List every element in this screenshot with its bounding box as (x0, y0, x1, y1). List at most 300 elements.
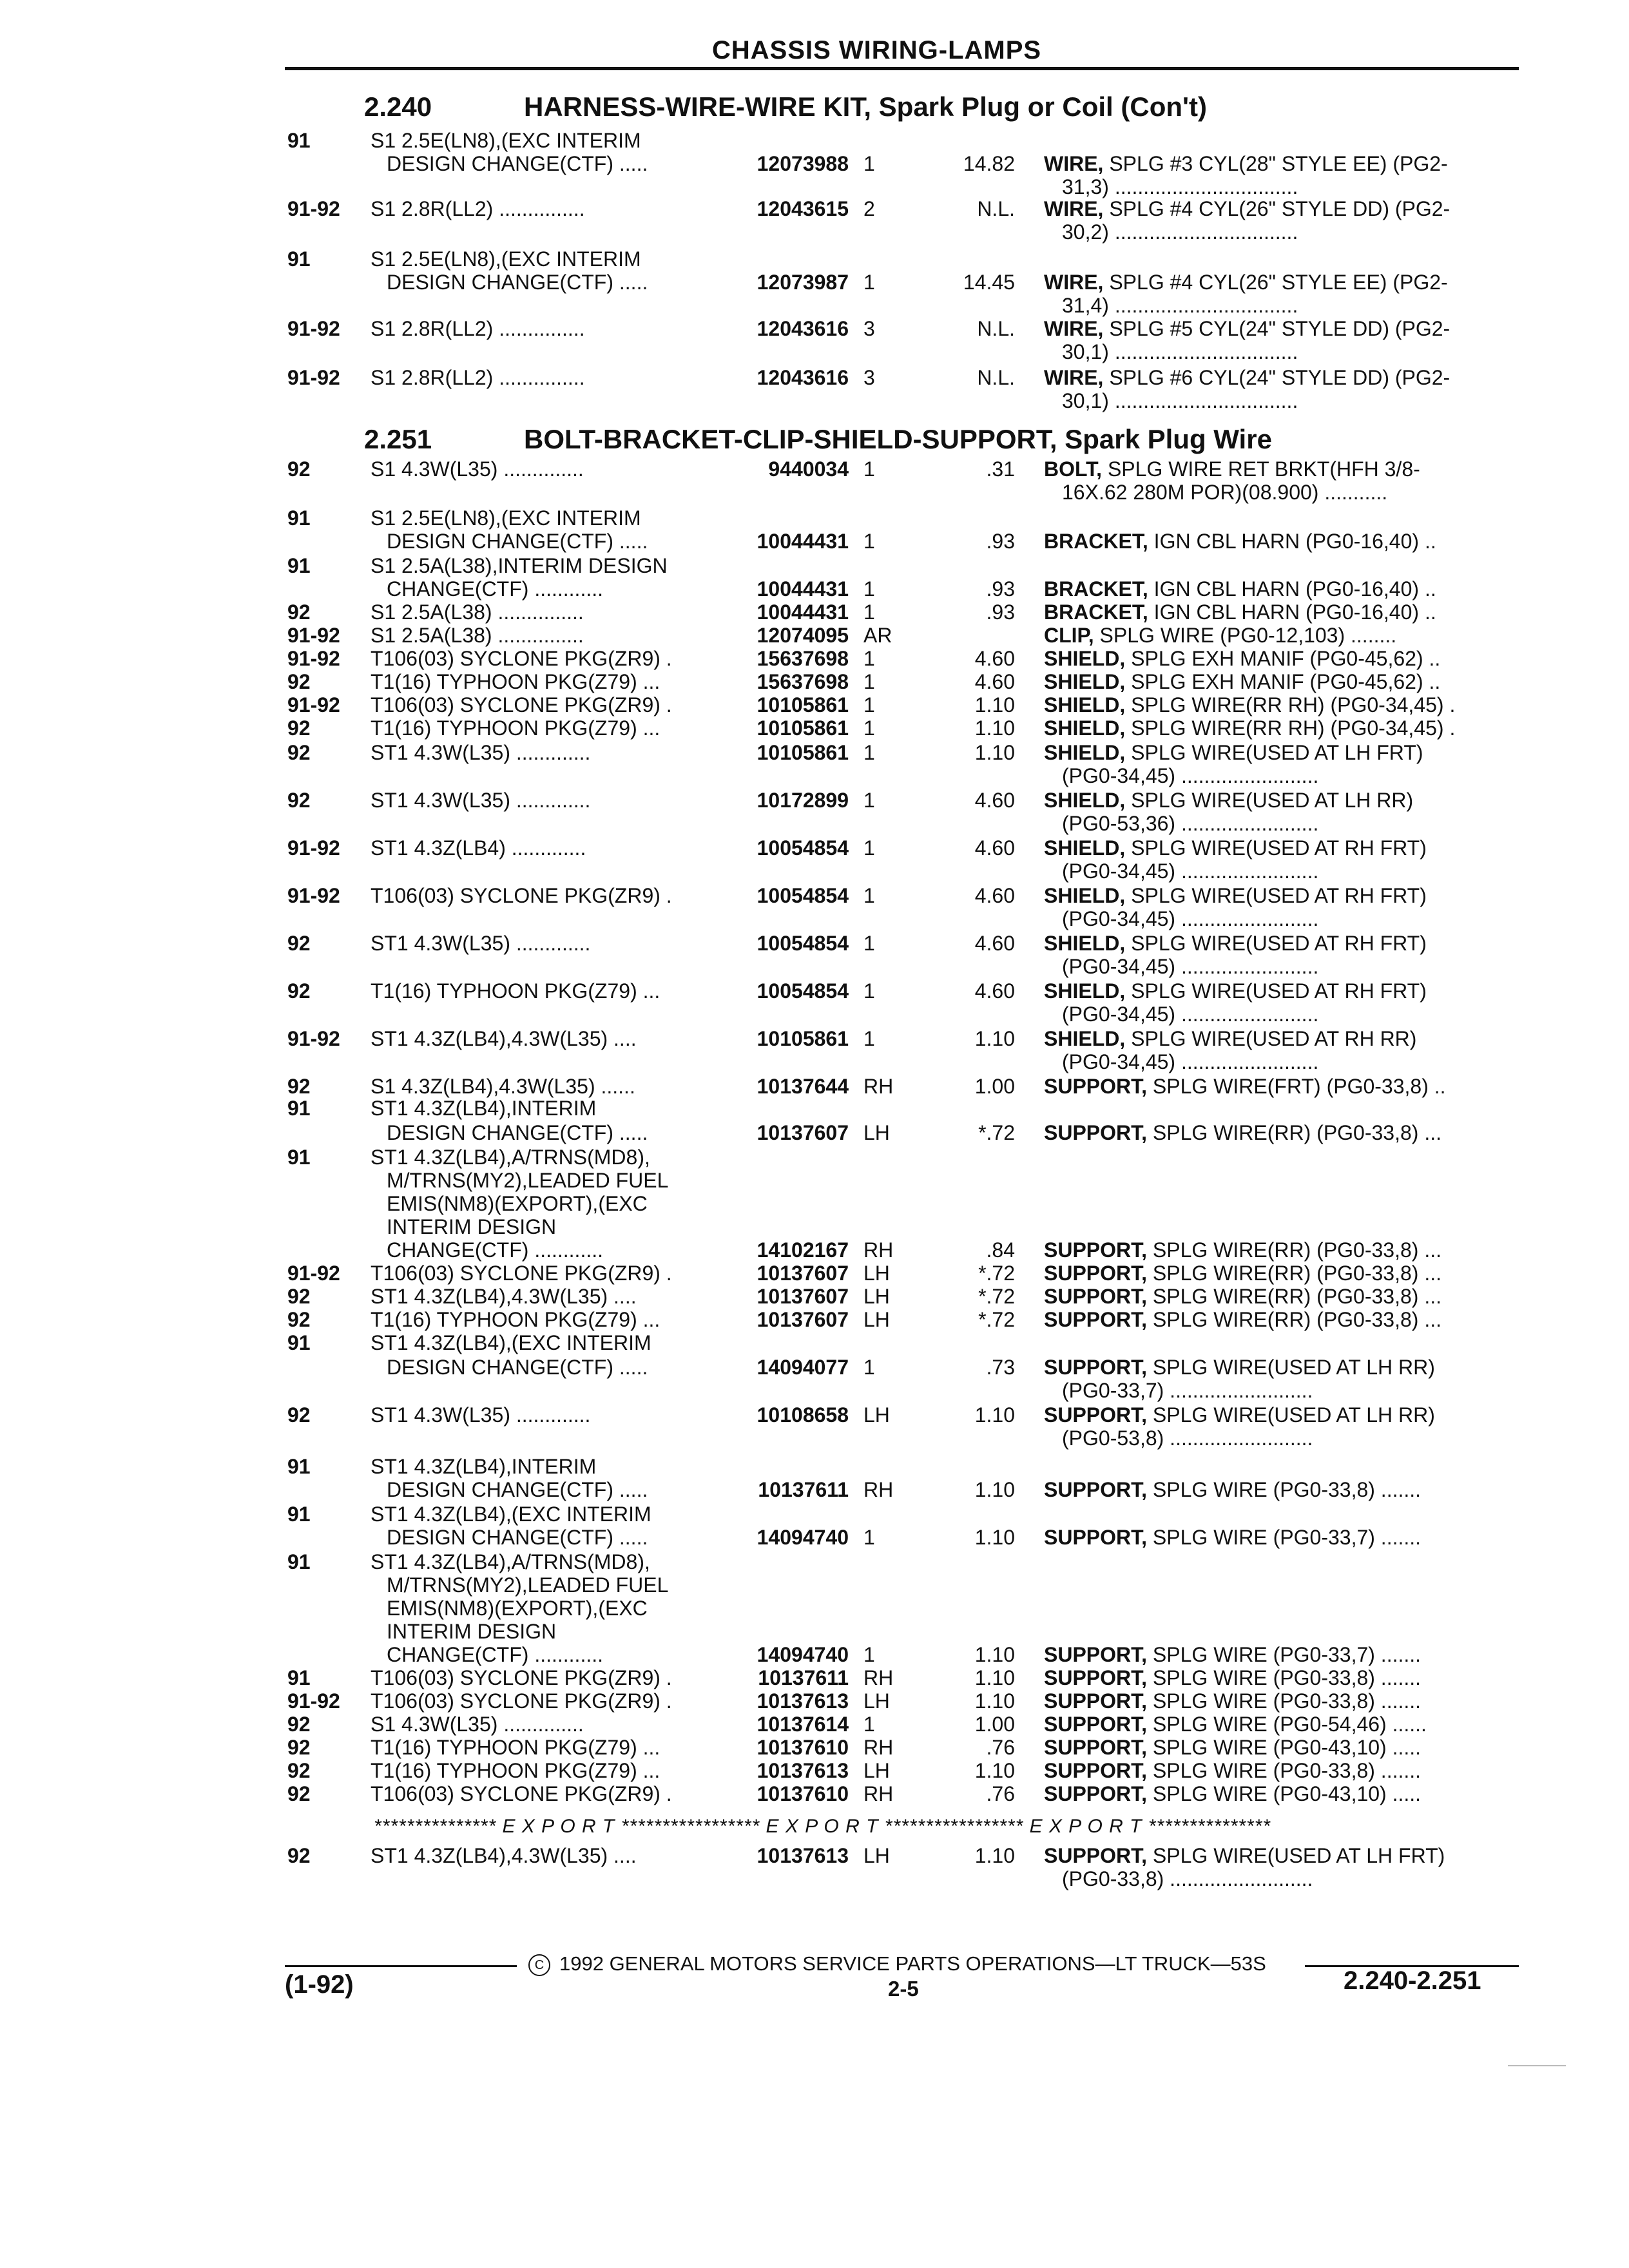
price-cell: *.72 (978, 1285, 1015, 1308)
part-number-cell: 10105861 (757, 1027, 849, 1050)
part-number-cell: 10137610 (757, 1736, 849, 1759)
description-cell (1062, 955, 1518, 979)
description-cell (1044, 1285, 1518, 1309)
description-text: SPLG WIRE(USED AT RH FRT) (1125, 932, 1427, 955)
part-number-cell: 10137607 (757, 1121, 849, 1144)
description-keyword: SUPPORT, (1044, 1782, 1148, 1805)
description-cell (1062, 481, 1518, 505)
model-cell: ST1 4.3Z(LB4),INTERIM (371, 1455, 597, 1478)
price-cell: 1.10 (974, 741, 1015, 764)
description-text: 30,2) ................................ (1062, 220, 1298, 244)
table-row (0, 152, 1629, 176)
table-row (0, 1027, 1629, 1051)
price-cell: 4.60 (974, 670, 1015, 693)
table-row (0, 955, 1629, 979)
table-row (0, 1427, 1629, 1450)
model-cell: DESIGN CHANGE(CTF) ..... (387, 1121, 648, 1144)
description-cell (1044, 1121, 1518, 1145)
year-cell: 92 (287, 1285, 311, 1308)
price-cell: *.72 (978, 1308, 1015, 1331)
description-cell (1044, 647, 1518, 671)
price-cell: .93 (986, 577, 1015, 601)
model-cell: DESIGN CHANGE(CTF) ..... (387, 530, 648, 553)
price-cell: 4.60 (974, 979, 1015, 1003)
quantity-cell: 1 (863, 741, 875, 764)
table-row (0, 1146, 1629, 1169)
description-text: SPLG WIRE (PG0-43,10) ..... (1147, 1782, 1422, 1805)
model-cell: DESIGN CHANGE(CTF) ..... (387, 1526, 648, 1549)
description-text: SPLG #4 CYL(26" STYLE EE) (PG2- (1103, 271, 1448, 294)
description-text: SPLG WIRE(RR) (PG0-33,8) ... (1147, 1262, 1441, 1285)
part-number-cell: 10044431 (757, 577, 849, 601)
table-row (0, 1262, 1629, 1285)
quantity-cell: 1 (863, 1356, 875, 1379)
table-row (0, 693, 1629, 717)
part-number-cell: 15637698 (757, 647, 849, 670)
table-row (0, 647, 1629, 671)
description-keyword: WIRE, (1044, 197, 1104, 220)
table-row (0, 220, 1629, 244)
quantity-cell: 3 (863, 366, 875, 389)
table-row (0, 812, 1629, 836)
description-keyword: SUPPORT, (1044, 1075, 1148, 1098)
year-cell: 92 (287, 457, 311, 481)
part-number-cell: 10137611 (758, 1666, 849, 1689)
table-row (0, 1215, 1629, 1239)
year-cell: 91 (287, 247, 311, 271)
part-number-cell: 9440034 (768, 457, 849, 481)
description-text: SPLG WIRE (PG0-33,8) ....... (1147, 1759, 1422, 1782)
model-cell: S1 2.5E(LN8),(EXC INTERIM (371, 247, 641, 271)
model-cell: INTERIM DESIGN (387, 1620, 557, 1643)
year-cell: 91-92 (287, 693, 340, 716)
section-number: 2.251 (364, 424, 432, 454)
description-keyword: SUPPORT, (1044, 1262, 1148, 1285)
table-row (0, 247, 1629, 271)
description-keyword: SHIELD, (1044, 741, 1126, 764)
quantity-cell: 1 (863, 693, 875, 716)
quantity-cell: 1 (863, 530, 875, 553)
year-cell: 91 (287, 129, 311, 152)
model-cell: INTERIM DESIGN (387, 1215, 557, 1238)
price-cell: N.L. (977, 366, 1015, 389)
model-cell: S1 2.5A(L38) ............... (371, 601, 584, 624)
description-cell (1044, 624, 1518, 648)
description-cell (1044, 836, 1518, 860)
description-cell (1044, 1844, 1518, 1868)
table-row (0, 1503, 1629, 1526)
description-cell (1044, 1356, 1518, 1379)
export-banner: *************** E X P O R T ***************** E X P O R T ***************** E X P O R T *************** (374, 1816, 1271, 1837)
description-keyword: SHIELD, (1044, 1027, 1126, 1050)
quantity-cell: RH (863, 1782, 894, 1805)
description-text: SPLG EXH MANIF (PG0-45,62) .. (1125, 670, 1441, 693)
year-cell: 91-92 (287, 1262, 340, 1285)
description-cell (1044, 716, 1518, 740)
price-cell: .84 (986, 1238, 1015, 1262)
part-number-cell: 12073988 (757, 152, 849, 175)
table-row (0, 366, 1629, 390)
description-keyword: SHIELD, (1044, 979, 1126, 1003)
page-number: 2-5 (888, 1977, 919, 2001)
description-text: SPLG #4 CYL(26" STYLE DD) (PG2- (1103, 197, 1451, 220)
table-row (0, 716, 1629, 740)
part-number-cell: 10137607 (757, 1285, 849, 1308)
table-row (0, 1573, 1629, 1597)
quantity-cell: 1 (863, 1643, 875, 1666)
description-cell (1062, 1003, 1518, 1026)
description-text: SPLG WIRE(RR) (PG0-33,8) ... (1147, 1238, 1441, 1262)
description-keyword: CLIP, (1044, 624, 1094, 647)
year-cell: 92 (287, 716, 311, 740)
description-keyword: WIRE, (1044, 271, 1104, 294)
year-cell: 92 (287, 932, 311, 955)
model-cell: ST1 4.3Z(LB4),(EXC INTERIM (371, 1503, 651, 1526)
price-cell: 1.10 (974, 1027, 1015, 1050)
description-cell (1062, 1050, 1518, 1074)
description-text: IGN CBL HARN (PG0-16,40) .. (1148, 601, 1436, 624)
price-cell: 14.45 (963, 271, 1015, 294)
quantity-cell: 1 (863, 979, 875, 1003)
year-cell: 92 (287, 1308, 311, 1331)
model-cell: S1 2.5E(LN8),(EXC INTERIM (371, 129, 641, 152)
description-keyword: BOLT, (1044, 457, 1103, 481)
description-cell (1044, 789, 1518, 812)
model-cell: T106(03) SYCLONE PKG(ZR9) . (371, 1689, 672, 1713)
description-cell (1044, 1526, 1518, 1550)
description-cell (1062, 907, 1518, 931)
table-row (0, 1097, 1629, 1120)
part-number-cell: 12073987 (757, 271, 849, 294)
quantity-cell: 1 (863, 152, 875, 175)
part-number-cell: 10137613 (757, 1689, 849, 1713)
price-cell: 1.10 (974, 1643, 1015, 1666)
description-text: SPLG WIRE (PG0-33,8) ....... (1147, 1478, 1422, 1501)
table-row (0, 457, 1629, 481)
price-cell: 4.60 (974, 836, 1015, 860)
description-cell (1044, 530, 1518, 553)
year-cell: 91-92 (287, 197, 340, 220)
description-text: (PG0-33,8) ......................... (1062, 1867, 1313, 1890)
table-row (0, 1620, 1629, 1644)
year-cell: 91-92 (287, 836, 340, 860)
year-cell: 91-92 (287, 624, 340, 647)
model-cell: ST1 4.3Z(LB4) ............. (371, 836, 586, 860)
price-cell: 1.10 (974, 1666, 1015, 1689)
quantity-cell: RH (863, 1736, 894, 1759)
description-cell (1044, 979, 1518, 1003)
model-cell: S1 2.8R(LL2) ............... (371, 317, 585, 340)
model-cell: ST1 4.3Z(LB4),INTERIM (371, 1097, 597, 1120)
description-text: SPLG EXH MANIF (PG0-45,62) .. (1125, 647, 1441, 670)
table-row (0, 197, 1629, 221)
description-cell (1044, 271, 1518, 294)
description-text: (PG0-34,45) ........................ (1062, 907, 1319, 930)
description-cell (1062, 1379, 1518, 1403)
year-cell: 92 (287, 1736, 311, 1759)
table-row (0, 1075, 1629, 1099)
quantity-cell: LH (863, 1844, 890, 1867)
price-cell: .73 (986, 1356, 1015, 1379)
description-keyword: SUPPORT, (1044, 1689, 1148, 1713)
description-keyword: SHIELD, (1044, 836, 1126, 860)
quantity-cell: LH (863, 1759, 890, 1782)
table-row (0, 271, 1629, 294)
table-row (0, 1713, 1629, 1736)
table-row (0, 764, 1629, 788)
price-cell: 4.60 (974, 647, 1015, 670)
footer-text: 1992 GENERAL MOTORS SERVICE PARTS OPERATIONS—LT TRUCK—53S (559, 1952, 1266, 1975)
description-keyword: BRACKET, (1044, 530, 1148, 553)
description-keyword: SUPPORT, (1044, 1356, 1148, 1379)
model-cell: T106(03) SYCLONE PKG(ZR9) . (371, 647, 672, 670)
price-cell: .93 (986, 601, 1015, 624)
description-text: (PG0-53,36) ........................ (1062, 812, 1319, 835)
description-text: SPLG WIRE(RR RH) (PG0-34,45) . (1125, 693, 1456, 716)
description-cell (1062, 860, 1518, 883)
table-row (0, 481, 1629, 505)
model-cell: T1(16) TYPHOON PKG(Z79) ... (371, 716, 660, 740)
table-row (0, 1308, 1629, 1332)
table-row (0, 577, 1629, 601)
table-row (0, 1526, 1629, 1550)
description-cell (1062, 812, 1518, 836)
description-text: SPLG WIRE(USED AT RH FRT) (1125, 979, 1427, 1003)
price-cell: 14.82 (963, 152, 1015, 175)
model-cell: CHANGE(CTF) ............ (387, 1238, 603, 1262)
year-cell: 91 (287, 554, 311, 577)
description-text: SPLG WIRE (PG0-33,7) ....... (1147, 1643, 1422, 1666)
table-row (0, 1550, 1629, 1574)
description-text: (PG0-34,45) ........................ (1062, 1003, 1319, 1026)
year-cell: 92 (287, 1782, 311, 1805)
description-cell (1044, 693, 1518, 717)
year-cell: 92 (287, 741, 311, 764)
part-number-cell: 10137613 (757, 1844, 849, 1867)
description-text: SPLG WIRE (PG0-12,103) ........ (1094, 624, 1397, 647)
model-cell: T1(16) TYPHOON PKG(Z79) ... (371, 670, 660, 693)
description-keyword: SHIELD, (1044, 693, 1126, 716)
price-cell: .76 (986, 1782, 1015, 1805)
table-row (0, 1238, 1629, 1262)
model-cell: M/TRNS(MY2),LEADED FUEL (387, 1573, 669, 1597)
part-number-cell: 14094740 (757, 1643, 849, 1666)
part-number-cell: 10172899 (757, 789, 849, 812)
model-cell: EMIS(NM8)(EXPORT),(EXC (387, 1192, 648, 1215)
model-cell: ST1 4.3Z(LB4),4.3W(L35) .... (371, 1844, 637, 1867)
model-cell: S1 2.5A(L38),INTERIM DESIGN (371, 554, 668, 577)
model-cell: ST1 4.3W(L35) ............. (371, 1403, 591, 1427)
description-cell (1044, 884, 1518, 908)
model-cell: S1 2.8R(LL2) ............... (371, 366, 585, 389)
description-keyword: SUPPORT, (1044, 1844, 1148, 1867)
table-row (0, 624, 1629, 648)
table-row (0, 741, 1629, 765)
model-cell: T106(03) SYCLONE PKG(ZR9) . (371, 1262, 672, 1285)
description-text: SPLG WIRE(USED AT LH RR) (1147, 1403, 1435, 1427)
description-keyword: SUPPORT, (1044, 1308, 1148, 1331)
description-cell (1062, 1427, 1518, 1450)
description-keyword: SUPPORT, (1044, 1643, 1148, 1666)
description-text: SPLG WIRE(USED AT LH FRT) (1125, 741, 1423, 764)
model-cell: ST1 4.3Z(LB4),A/TRNS(MD8), (371, 1550, 650, 1573)
part-number-cell: 10054854 (757, 836, 849, 860)
quantity-cell: 1 (863, 271, 875, 294)
quantity-cell: 1 (863, 670, 875, 693)
description-text: SPLG WIRE(RR RH) (PG0-34,45) . (1125, 716, 1456, 740)
description-text: SPLG WIRE (PG0-33,8) ....... (1147, 1666, 1422, 1689)
table-row (0, 1666, 1629, 1690)
description-cell (1062, 294, 1518, 318)
year-cell: 92 (287, 1075, 311, 1098)
description-cell (1044, 1666, 1518, 1690)
copyright-icon: C (528, 1954, 550, 1976)
price-cell: 4.60 (974, 884, 1015, 907)
model-cell: DESIGN CHANGE(CTF) ..... (387, 1478, 648, 1501)
model-cell: DESIGN CHANGE(CTF) ..... (387, 271, 648, 294)
model-cell: ST1 4.3Z(LB4),4.3W(L35) .... (371, 1027, 637, 1050)
description-text: (PG0-34,45) ........................ (1062, 1050, 1319, 1073)
quantity-cell: RH (863, 1238, 894, 1262)
table-row (0, 554, 1629, 578)
description-keyword: SUPPORT, (1044, 1238, 1148, 1262)
quantity-cell: LH (863, 1308, 890, 1331)
price-cell: .31 (986, 457, 1015, 481)
price-cell: .76 (986, 1736, 1015, 1759)
description-text: (PG0-34,45) ........................ (1062, 860, 1319, 883)
part-number-cell: 14094077 (757, 1356, 849, 1379)
description-cell (1062, 1867, 1518, 1891)
model-cell: S1 2.8R(LL2) ............... (371, 197, 585, 220)
part-number-cell: 15637698 (757, 670, 849, 693)
description-cell (1044, 741, 1518, 765)
table-row (0, 129, 1629, 153)
description-text: SPLG WIRE RET BRKT(HFH 3/8- (1102, 457, 1420, 481)
year-cell: 91 (287, 1666, 311, 1689)
description-cell (1044, 1782, 1518, 1806)
model-cell: S1 4.3W(L35) .............. (371, 1713, 584, 1736)
header-rule (285, 67, 1519, 70)
description-text: SPLG WIRE(RR) (PG0-33,8) ... (1147, 1121, 1441, 1144)
part-number-cell: 10044431 (757, 530, 849, 553)
model-cell: ST1 4.3W(L35) ............. (371, 789, 591, 812)
description-cell (1044, 1075, 1518, 1099)
price-cell: 1.00 (974, 1075, 1015, 1098)
part-number-cell: 10054854 (757, 884, 849, 907)
description-keyword: SUPPORT, (1044, 1666, 1148, 1689)
description-text: SPLG WIRE(USED AT LH FRT) (1147, 1844, 1445, 1867)
quantity-cell: 1 (863, 1713, 875, 1736)
model-cell: S1 4.3W(L35) .............. (371, 457, 584, 481)
table-row (0, 389, 1629, 413)
model-cell: S1 2.5A(L38) ............... (371, 624, 584, 647)
model-cell: T1(16) TYPHOON PKG(Z79) ... (371, 1308, 660, 1331)
model-cell: DESIGN CHANGE(CTF) ..... (387, 152, 648, 175)
description-cell (1044, 1238, 1518, 1262)
year-cell: 91 (287, 1331, 311, 1354)
description-text: SPLG WIRE(RR) (PG0-33,8) ... (1147, 1308, 1441, 1331)
description-cell (1044, 457, 1518, 481)
part-number-cell: 10108658 (757, 1403, 849, 1427)
quantity-cell: LH (863, 1121, 890, 1144)
description-keyword: SUPPORT, (1044, 1403, 1148, 1427)
model-cell: S1 4.3Z(LB4),4.3W(L35) ...... (371, 1075, 635, 1098)
price-cell: 1.10 (974, 1689, 1015, 1713)
description-keyword: BRACKET, (1044, 577, 1148, 601)
quantity-cell: RH (863, 1075, 894, 1098)
year-cell: 91 (287, 506, 311, 530)
model-cell: CHANGE(CTF) ............ (387, 1643, 603, 1666)
year-cell: 92 (287, 1844, 311, 1867)
price-cell: 1.00 (974, 1713, 1015, 1736)
year-cell: 92 (287, 1403, 311, 1427)
table-row (0, 1379, 1629, 1403)
quantity-cell: RH (863, 1478, 894, 1501)
part-number-cell: 10105861 (757, 741, 849, 764)
description-text: SPLG WIRE (PG0-43,10) ..... (1147, 1736, 1422, 1759)
year-cell: 91-92 (287, 884, 340, 907)
quantity-cell: 1 (863, 836, 875, 860)
description-cell (1044, 152, 1518, 176)
quantity-cell: 1 (863, 457, 875, 481)
scan-mark (1508, 2065, 1566, 2066)
part-number-cell: 10105861 (757, 716, 849, 740)
quantity-cell: RH (863, 1666, 894, 1689)
model-cell: CHANGE(CTF) ............ (387, 577, 603, 601)
model-cell: ST1 4.3Z(LB4),4.3W(L35) .... (371, 1285, 637, 1308)
quantity-cell: 1 (863, 932, 875, 955)
description-text: SPLG WIRE(USED AT RH FRT) (1125, 884, 1427, 907)
description-text: SPLG WIRE (PG0-33,8) ....... (1147, 1689, 1422, 1713)
description-keyword: BRACKET, (1044, 601, 1148, 624)
quantity-cell: 1 (863, 577, 875, 601)
year-cell: 92 (287, 789, 311, 812)
footer-date: (1-92) (285, 1970, 354, 1999)
table-row (0, 294, 1629, 318)
price-cell: *.72 (978, 1262, 1015, 1285)
description-cell (1044, 1403, 1518, 1427)
description-cell (1062, 389, 1518, 413)
table-row (0, 860, 1629, 883)
price-cell: 1.10 (974, 1403, 1015, 1427)
section-title: BOLT-BRACKET-CLIP-SHIELD-SUPPORT, Spark Plug Wire (524, 424, 1272, 454)
year-cell: 91 (287, 1455, 311, 1478)
table-row (0, 1121, 1629, 1145)
part-number-cell: 14094740 (757, 1526, 849, 1549)
description-text: SPLG WIRE(USED AT RH FRT) (1125, 836, 1427, 860)
year-cell: 92 (287, 601, 311, 624)
year-cell: 91 (287, 1146, 311, 1169)
description-cell (1044, 1262, 1518, 1285)
description-text: SPLG WIRE(USED AT LH RR) (1147, 1356, 1435, 1379)
quantity-cell: 1 (863, 789, 875, 812)
table-row (0, 1689, 1629, 1713)
description-text: SPLG WIRE(FRT) (PG0-33,8) .. (1147, 1075, 1446, 1098)
model-cell: ST1 4.3W(L35) ............. (371, 932, 591, 955)
model-cell: T1(16) TYPHOON PKG(Z79) ... (371, 1759, 660, 1782)
description-cell (1044, 1689, 1518, 1713)
description-keyword: SUPPORT, (1044, 1526, 1148, 1549)
table-row (0, 1478, 1629, 1502)
model-cell: T106(03) SYCLONE PKG(ZR9) . (371, 1782, 672, 1805)
price-cell: 1.10 (974, 1478, 1015, 1501)
price-cell: 4.60 (974, 789, 1015, 812)
description-text: SPLG WIRE(RR) (PG0-33,8) ... (1147, 1285, 1441, 1308)
description-text: SPLG WIRE (PG0-33,7) ....... (1147, 1526, 1422, 1549)
part-number-cell: 14102167 (757, 1238, 849, 1262)
table-row (0, 1597, 1629, 1620)
part-number-cell: 10137610 (757, 1782, 849, 1805)
